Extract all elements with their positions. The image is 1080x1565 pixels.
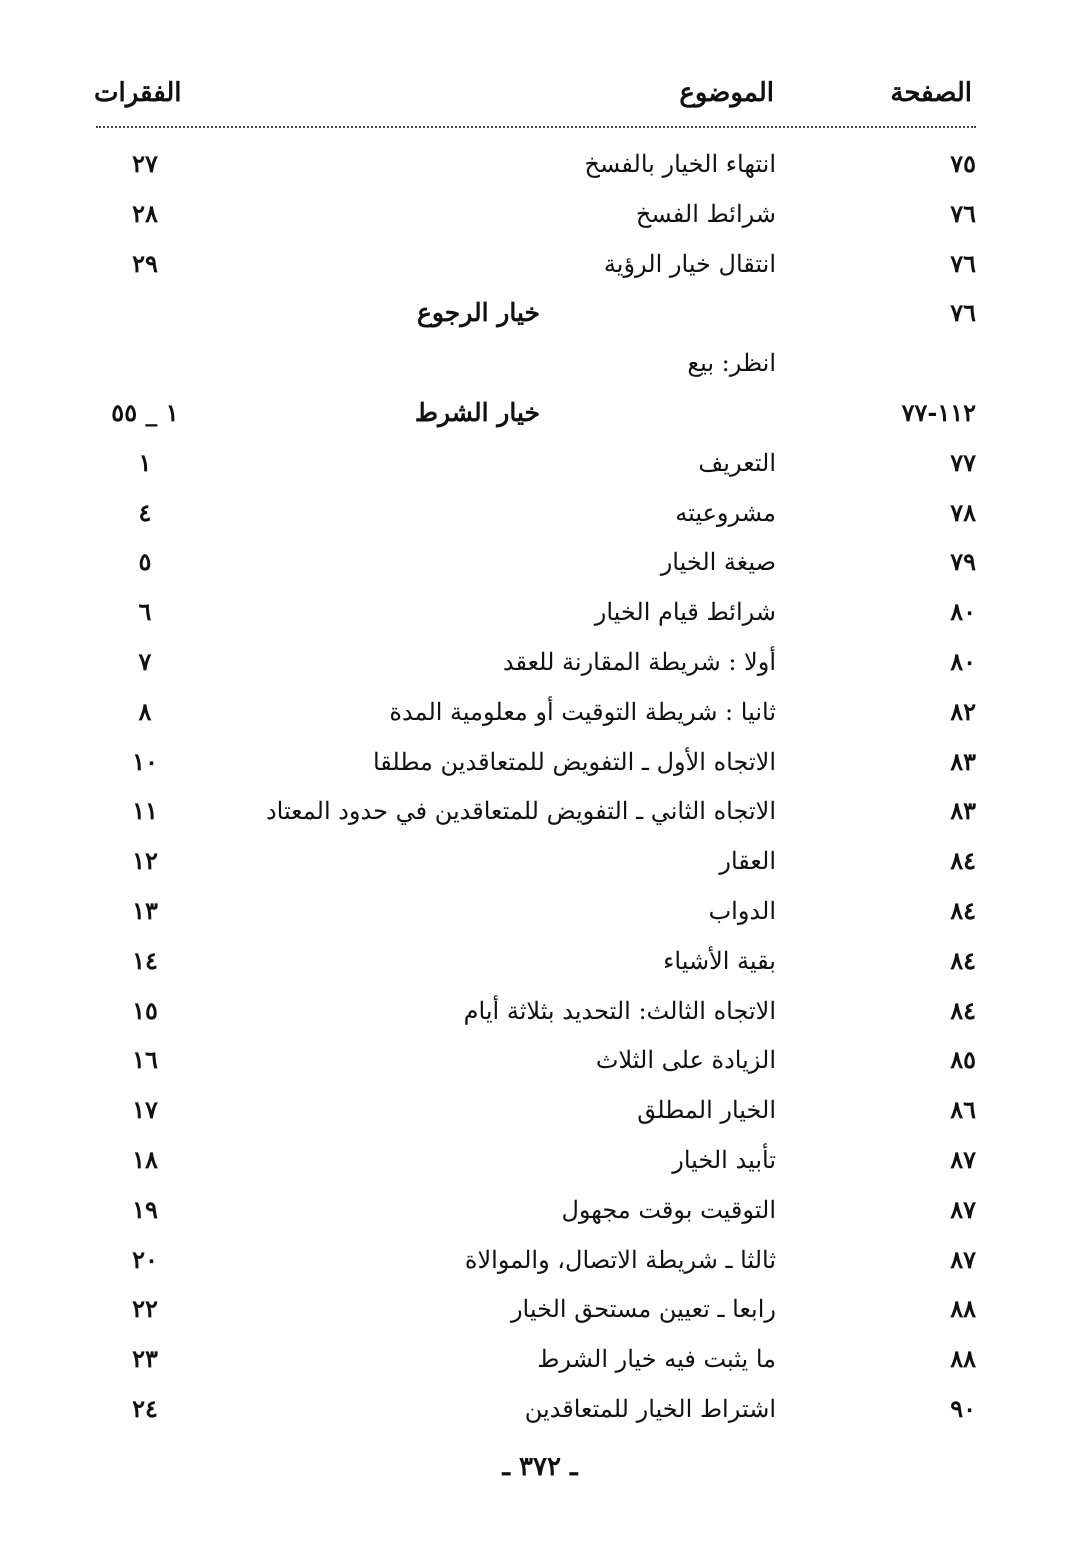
index-row bbox=[0, 1285, 1080, 1335]
row-topic: أولا : شريطة المقارنة للعقد bbox=[502, 647, 776, 676]
row-paragraphs: ٢٩ bbox=[132, 248, 158, 278]
header-page-label: الصفحة bbox=[890, 78, 972, 108]
row-page-number: ٨٣ bbox=[950, 746, 976, 776]
index-row bbox=[0, 887, 1080, 937]
index-heading-row bbox=[0, 389, 1080, 439]
index-row bbox=[0, 1136, 1080, 1186]
row-page-number: ٧٩ bbox=[950, 547, 976, 577]
row-page-number: ٨٦ bbox=[950, 1095, 976, 1125]
index-heading-row bbox=[0, 289, 1080, 339]
row-paragraphs: ١٩ bbox=[132, 1194, 158, 1224]
row-page-number: ٨٣ bbox=[950, 796, 976, 826]
row-topic: انتهاء الخيار بالفسخ bbox=[584, 150, 776, 178]
index-row bbox=[0, 538, 1080, 588]
index-row bbox=[0, 738, 1080, 788]
index-rows bbox=[0, 140, 1080, 1435]
row-paragraphs: ١ bbox=[138, 447, 152, 477]
row-paragraphs: ٢٧ bbox=[132, 149, 158, 178]
row-paragraphs: ١٢ bbox=[132, 846, 158, 876]
row-paragraphs: ١٣ bbox=[132, 895, 158, 925]
index-row bbox=[0, 1086, 1080, 1136]
row-topic: بقية الأشياء bbox=[663, 946, 776, 975]
row-page-number: ٧٧ bbox=[950, 447, 976, 477]
row-topic: الخيار المطلق bbox=[637, 1096, 776, 1125]
row-page-number: ٩٠ bbox=[950, 1393, 976, 1423]
row-topic: الدواب bbox=[708, 896, 776, 925]
row-page-number: ٨٧ bbox=[950, 1194, 976, 1224]
index-row bbox=[0, 638, 1080, 688]
row-paragraphs: ١ _ ٥٥ bbox=[111, 397, 179, 427]
header-topic-label: الموضوع bbox=[679, 78, 774, 108]
row-page-number: ٨٧ bbox=[950, 1144, 976, 1174]
row-topic: التوقيت بوقت مجهول bbox=[561, 1195, 776, 1224]
row-paragraphs: ٥ bbox=[138, 547, 152, 577]
row-page-number: ٧٦ bbox=[950, 248, 976, 278]
row-topic: ثالثا ـ شريطة الاتصال، والموالاة bbox=[464, 1245, 776, 1274]
page-number bbox=[0, 1452, 1080, 1482]
row-page-number: ٨٤ bbox=[950, 995, 976, 1025]
row-page-number: ٨٤ bbox=[950, 945, 976, 975]
index-row bbox=[0, 837, 1080, 887]
row-page-number: ٨٤ bbox=[950, 895, 976, 925]
header-paragraphs-label: الفقرات bbox=[94, 78, 182, 108]
row-page-number: ٧٦ bbox=[950, 298, 976, 328]
row-paragraphs: ٢٤ bbox=[132, 1393, 158, 1423]
row-paragraphs: ١٠ bbox=[132, 746, 158, 776]
row-paragraphs: ٨ bbox=[138, 696, 152, 726]
index-row bbox=[0, 190, 1080, 240]
index-row bbox=[0, 588, 1080, 638]
dotted-divider bbox=[96, 126, 976, 128]
row-page-number: ٨٥ bbox=[950, 1045, 976, 1075]
index-row bbox=[0, 240, 1080, 290]
row-paragraphs: ٧ bbox=[138, 646, 152, 676]
row-page-number: ٧٦ bbox=[950, 198, 976, 228]
index-row bbox=[0, 339, 1080, 389]
row-topic: اشتراط الخيار للمتعاقدين bbox=[524, 1394, 776, 1423]
row-topic: ما يثبت فيه خيار الشرط bbox=[537, 1345, 776, 1374]
row-section-title: خيار الشرط bbox=[414, 397, 540, 427]
row-page-number: ٨٤ bbox=[950, 846, 976, 876]
page-number-text: ـ ٣٧٢ ـ bbox=[502, 1452, 578, 1482]
row-paragraphs: ٤ bbox=[138, 497, 152, 527]
row-paragraphs: ١٧ bbox=[132, 1095, 158, 1125]
index-row bbox=[0, 937, 1080, 987]
row-paragraphs: ٢٨ bbox=[132, 198, 158, 228]
row-page-number: ٨٧ bbox=[950, 1244, 976, 1274]
row-topic: الاتجاه الأول ـ التفويض للمتعاقدين مطلقا bbox=[372, 747, 776, 776]
row-topic: شرائط قيام الخيار bbox=[594, 598, 776, 627]
row-page-number: ٧٨ bbox=[950, 497, 976, 527]
index-row bbox=[0, 688, 1080, 738]
row-page-number: ٨٢ bbox=[950, 696, 976, 726]
row-topic: التعريف bbox=[698, 448, 776, 477]
index-row bbox=[0, 489, 1080, 539]
index-row bbox=[0, 140, 1080, 190]
row-topic: الزيادة على الثلاث bbox=[595, 1046, 776, 1075]
row-topic: الاتجاه الثاني ـ التفويض للمتعاقدين في حدود المعتاد bbox=[265, 797, 776, 826]
row-page-number: ٨٠ bbox=[950, 597, 976, 627]
row-page-number: ٧٥ bbox=[950, 149, 976, 178]
row-topic: شرائط الفسخ bbox=[635, 199, 776, 228]
row-section-title: خيار الرجوع bbox=[416, 298, 540, 328]
index-row bbox=[0, 1036, 1080, 1086]
table-header bbox=[0, 78, 1080, 122]
index-row bbox=[0, 1385, 1080, 1435]
row-paragraphs: ٦ bbox=[138, 597, 152, 627]
index-row bbox=[0, 439, 1080, 489]
index-row bbox=[0, 1236, 1080, 1286]
row-topic: ثانيا : شريطة التوقيت أو معلومية المدة bbox=[389, 697, 776, 726]
row-paragraphs: ٢٣ bbox=[132, 1344, 158, 1374]
row-paragraphs: ١٨ bbox=[132, 1144, 158, 1174]
row-page-number: ٨٨ bbox=[950, 1344, 976, 1374]
row-topic: الاتجاه الثالث: التحديد بثلاثة أيام bbox=[463, 996, 776, 1025]
row-topic: تأبيد الخيار bbox=[672, 1145, 776, 1174]
row-page-number: ١١٢-٧٧ bbox=[901, 397, 976, 427]
row-paragraphs: ٢٠ bbox=[132, 1244, 158, 1274]
row-page-number: ٨٨ bbox=[950, 1294, 976, 1324]
index-row bbox=[0, 987, 1080, 1037]
row-topic: مشروعيته bbox=[675, 498, 776, 527]
row-paragraphs: ١٦ bbox=[132, 1045, 158, 1075]
row-topic: رابعا ـ تعيين مستحق الخيار bbox=[510, 1295, 776, 1324]
index-row bbox=[0, 1186, 1080, 1236]
index-row bbox=[0, 1335, 1080, 1385]
index-row bbox=[0, 787, 1080, 837]
row-paragraphs: ١٤ bbox=[132, 945, 158, 975]
row-page-number: ٨٠ bbox=[950, 646, 976, 676]
row-paragraphs: ٢٢ bbox=[132, 1294, 158, 1324]
row-paragraphs: ١١ bbox=[132, 796, 158, 826]
row-topic: انظر: بيع bbox=[687, 349, 776, 378]
row-paragraphs: ١٥ bbox=[132, 995, 158, 1025]
row-topic: انتقال خيار الرؤية bbox=[603, 249, 776, 278]
row-topic: العقار bbox=[719, 847, 776, 876]
row-topic: صيغة الخيار bbox=[660, 548, 776, 577]
